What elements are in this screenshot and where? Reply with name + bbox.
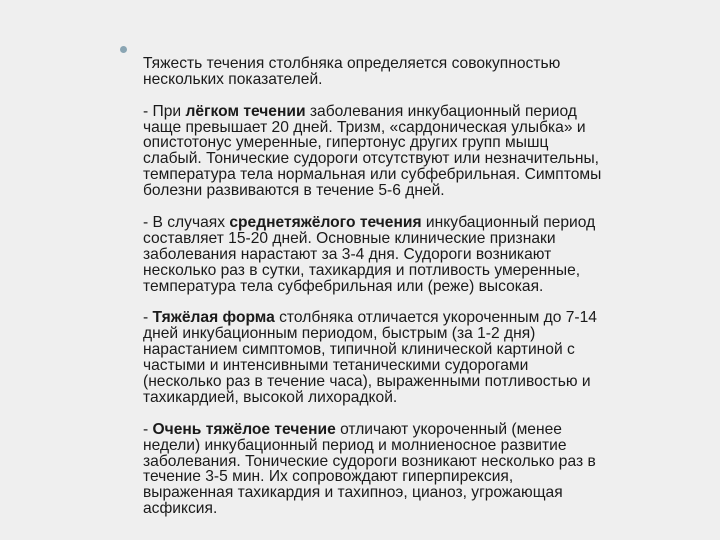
very-severe-description: отличают укороченный (менее недели) инкубационный период и молниеносное развитие заболевания. Тонические судороги возникают несколько раз в течение 3-5 мин. Их сопровождают гиперпирексия, выраженная тахикардия и тахипноэ, цианоз, угрожающая асфиксия. [143,420,596,518]
mild-description: заболевания инкубационный период чаще превышает 20 дней. Тризм, «сардоническая улыбка» и опистотонус умеренные, гипертонус других групп мышц слабый. Тонические судороги отсутствуют или незначительны, температура тела нормальная или субфебрильная. Симптомы болезни развиваются в течение 5-6 дней. [143,102,602,200]
bullet-item [120,40,680,533]
very-severe-course-term: Очень тяжёлое течение [152,420,336,438]
intro-text: Тяжесть течения столбняка определяется совокупностью нескольких показателей. [143,54,561,88]
slide-content [120,40,680,533]
mild-course-term: лёгком течении [185,102,306,120]
moderate-description: инкубационный период составляет 15-20 дней. Основные клинические признаки заболевания нарастают за 3-4 дня. Судороги возникают несколько раз в сутки, тахикардия и потливость умеренные, температура тела субфебрильная или (реже) высокая. [143,213,596,295]
bullet-text [143,40,601,533]
very-severe-course-paragraph [143,422,601,517]
very-severe-prefix: - [143,420,153,438]
severe-form-term: Тяжёлая форма [152,309,275,327]
moderate-prefix: - В случаях [143,213,230,231]
severe-form-paragraph [143,310,601,405]
severe-description: столбняка отличается укороченным до 7-14 дней инкубационным периодом, быстрым (за 1-2 дня) нарастанием симптомов, типичной клинической картиной с частыми и интенсивными тетаническими судорогами (несколько раз в течение часа), выраженными потливостью и тахикардией, высокой лихорадкой. [143,309,597,406]
bullet-dot-icon [120,46,127,53]
severe-prefix: - [143,309,153,327]
mild-course-paragraph [143,104,601,199]
moderate-course-paragraph [143,215,601,295]
mild-prefix: - При [143,102,186,120]
moderate-course-term: среднетяжёлого течения [229,213,422,231]
